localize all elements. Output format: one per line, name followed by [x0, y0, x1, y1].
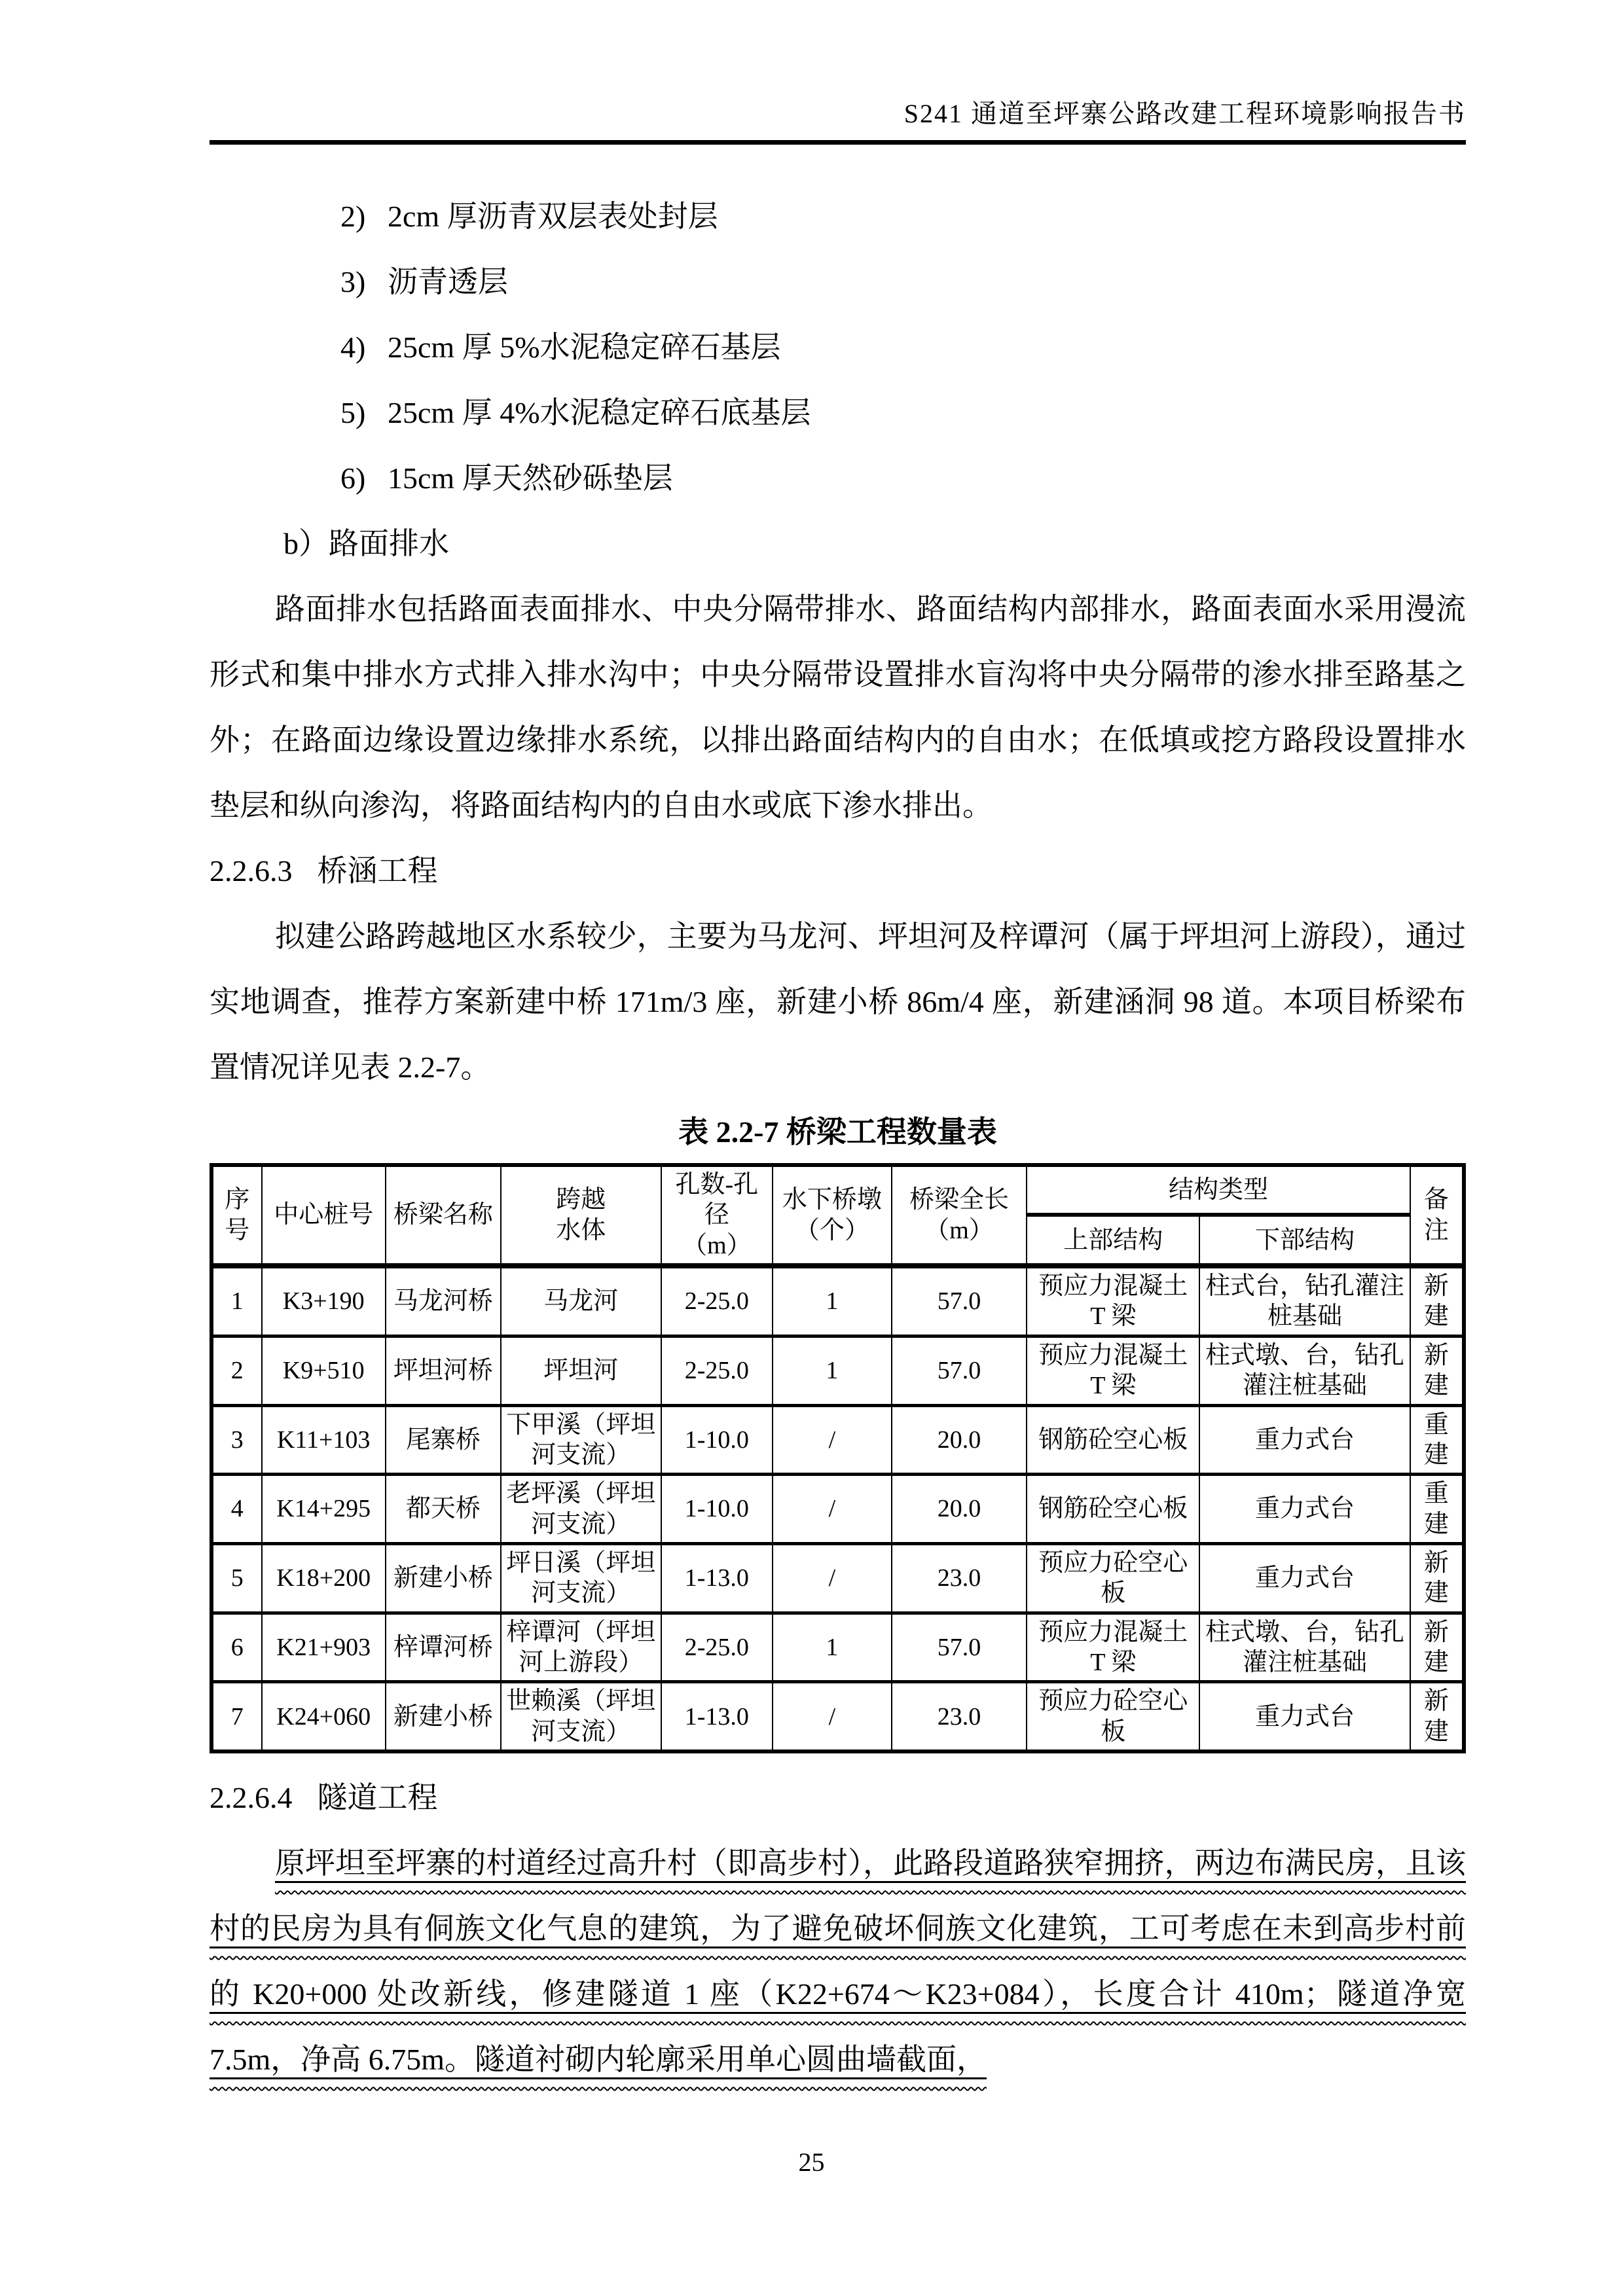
col-header-seq: 序号: [211, 1165, 262, 1266]
cell: 20.0: [892, 1405, 1027, 1475]
cell: 1: [773, 1336, 892, 1405]
col-header-line: （m）: [682, 1231, 752, 1259]
table-row: [211, 1613, 1464, 1682]
table-row: [211, 1266, 1464, 1336]
list-item-text: 2cm 厚沥青双层表处封层: [388, 200, 718, 233]
cell: 5: [211, 1543, 262, 1613]
cell: 马龙河: [501, 1266, 661, 1336]
section-title: 隧道工程: [317, 1781, 438, 1815]
cell: 2-25.0: [661, 1336, 773, 1405]
cell: 柱式墩、台，钻孔灌注桩基础: [1199, 1613, 1410, 1682]
cell: 新建: [1410, 1336, 1464, 1405]
cell: 57.0: [892, 1613, 1027, 1682]
cell: 柱式台，钻孔灌注桩基础: [1199, 1266, 1410, 1336]
cell: K21+903: [262, 1613, 386, 1682]
cell: 2-25.0: [661, 1266, 773, 1336]
table-row: [211, 1336, 1464, 1405]
pavement-layer-list: [210, 184, 1466, 577]
cell: 坪坦河: [501, 1336, 661, 1405]
cell: 新建: [1410, 1543, 1464, 1613]
list-item-text: 15cm 厚天然砂砾垫层: [388, 461, 673, 495]
table-row: [211, 1405, 1464, 1475]
bridge-paragraph: 拟建公路跨越地区水系较少，主要为马龙河、坪坦河及梓谭河（属于坪坦河上游段），通过实地调查，推荐方案新建中桥 171m/3 座，新建小桥 86m/4 座，新建涵洞 98 道。本项目桥梁布置情况详见表 2.2-7。: [210, 920, 1466, 1084]
table-row: [211, 1682, 1464, 1751]
cell: 柱式墩、台，钻孔灌注桩基础: [1199, 1336, 1410, 1405]
cell: 1-13.0: [661, 1682, 773, 1751]
cell: 7: [211, 1682, 262, 1751]
cell: 钢筋砼空心板: [1027, 1405, 1199, 1475]
list-item-text: 25cm 厚 4%水泥稳定碎石底基层: [388, 396, 811, 429]
col-header-spans: [661, 1165, 773, 1266]
col-header-line: （个）: [794, 1216, 869, 1244]
col-header-structure: 结构类型: [1027, 1165, 1410, 1215]
cell: 老坪溪（坪坦河支流）: [501, 1475, 661, 1544]
list-item-text: 沥青透层: [388, 265, 508, 298]
list-item-number: 3): [340, 265, 366, 298]
list-item-text: 路面排水: [329, 527, 449, 560]
cell: 2: [211, 1336, 262, 1405]
cell: 重力式台: [1199, 1475, 1410, 1544]
cell: 新建小桥: [386, 1682, 501, 1751]
cell: 20.0: [892, 1475, 1027, 1544]
page-content: [210, 184, 1466, 2092]
cell: 梓谭河桥: [386, 1613, 501, 1682]
cell: 重力式台: [1199, 1405, 1410, 1475]
cell: 马龙河桥: [386, 1266, 501, 1336]
cell: 尾寨桥: [386, 1405, 501, 1475]
cell: K3+190: [262, 1266, 386, 1336]
cell: 3: [211, 1405, 262, 1475]
list-item: [210, 184, 1466, 249]
list-item-sub: [210, 511, 1466, 577]
cell: 世赖溪（坪坦河支流）: [501, 1682, 661, 1751]
section-heading-tunnel: [210, 1765, 1466, 1831]
cell: 预应力砼空心板: [1027, 1543, 1199, 1613]
cell: K9+510: [262, 1336, 386, 1405]
section-heading-bridges: [210, 838, 1466, 904]
list-item-number: b）: [283, 527, 329, 560]
cell: 新建: [1410, 1613, 1464, 1682]
table-row: [211, 1543, 1464, 1613]
cell: 预应力混凝土 T 梁: [1027, 1336, 1199, 1405]
cell: /: [773, 1405, 892, 1475]
col-header-length: [892, 1165, 1027, 1266]
cell: 2-25.0: [661, 1613, 773, 1682]
cell: 预应力混凝土 T 梁: [1027, 1613, 1199, 1682]
col-header-line: 孔数-孔径: [675, 1171, 759, 1229]
table-title: 表 2.2-7 桥梁工程数量表: [678, 1115, 997, 1149]
list-item: [210, 380, 1466, 446]
cell: 23.0: [892, 1682, 1027, 1751]
drainage-paragraph: 路面排水包括路面表面排水、中央分隔带排水、路面结构内部排水，路面表面水采用漫流形式和集中排水方式排入排水沟中；中央分隔带设置排水盲沟将中央分隔带的渗水排至路基之外；在路面边缘设置边缘排水系统，以排出路面结构内的自由水；在低填或挖方路段设置排水垫层和纵向渗沟，将路面结构内的自由水或底下渗水排出。: [210, 592, 1466, 822]
cell: 6: [211, 1613, 262, 1682]
list-item-number: 2): [340, 200, 366, 233]
cell: 重建: [1410, 1475, 1464, 1544]
cell: /: [773, 1682, 892, 1751]
underline-wavy: 原坪坦至坪寨的村道经过高升村（即高步村），此路段道路狭窄拥挤，两边布满民房，且该村的民房为具有侗族文化气息的建筑，为了避免破坏侗族文化建筑，工可考虑在未到高步村前的 K20+000 处改新线，修建隧道 1 座（K22+674～K23+084），长度合计 410m；隧道净宽 7.5m，净高 6.75m。隧道衬砌内轮廓采用单心圆曲墙截面，: [210, 1846, 1466, 2077]
cell: K14+295: [262, 1475, 386, 1544]
cell: 都天桥: [386, 1475, 501, 1544]
list-item-text: 25cm 厚 5%水泥稳定碎石基层: [388, 331, 781, 364]
col-header-line: 桥梁全长: [909, 1186, 1010, 1214]
cell: /: [773, 1543, 892, 1613]
section-title: 桥涵工程: [317, 854, 438, 888]
cell: 23.0: [892, 1543, 1027, 1613]
cell: 1-10.0: [661, 1475, 773, 1544]
list-item: [210, 249, 1466, 315]
col-header-name: 桥梁名称: [386, 1165, 501, 1266]
bridge-table: [210, 1163, 1466, 1753]
col-header-piers: [773, 1165, 892, 1266]
cell: 4: [211, 1475, 262, 1544]
cell: 重力式台: [1199, 1682, 1410, 1751]
list-item-number: 4): [340, 331, 366, 364]
col-header-line: （m）: [924, 1216, 994, 1244]
page-number: 25: [798, 2147, 825, 2177]
cell: 新建: [1410, 1266, 1464, 1336]
cell: 预应力砼空心板: [1027, 1682, 1199, 1751]
cell: 梓谭河（坪坦河上游段）: [501, 1613, 661, 1682]
cell: 坪坦河桥: [386, 1336, 501, 1405]
cell: 下甲溪（坪坦河支流）: [501, 1405, 661, 1475]
cell: 坪日溪（坪坦河支流）: [501, 1543, 661, 1613]
list-item-number: 5): [340, 396, 366, 429]
header-title: S241 通道至坪寨公路改建工程环境影响报告书: [903, 99, 1466, 128]
cell: 1-10.0: [661, 1405, 773, 1475]
header-rule: [210, 140, 1466, 145]
cell: 1: [211, 1266, 262, 1336]
underline-solid: [210, 1846, 1466, 2076]
col-header-crossing: [501, 1165, 661, 1266]
table-header-row: [211, 1165, 1464, 1215]
cell: K24+060: [262, 1682, 386, 1751]
cell: 1: [773, 1613, 892, 1682]
col-header-line: 水下桥墩: [782, 1186, 882, 1214]
cell: 1: [773, 1266, 892, 1336]
cell: /: [773, 1475, 892, 1544]
section-number: 2.2.6.3: [210, 854, 293, 888]
cell: 57.0: [892, 1266, 1027, 1336]
col-header-lower: 下部结构: [1199, 1215, 1410, 1266]
col-header-station: 中心桩号: [262, 1165, 386, 1266]
cell: 新建: [1410, 1682, 1464, 1751]
cell: 57.0: [892, 1336, 1027, 1405]
cell: 重力式台: [1199, 1543, 1410, 1613]
table-row: [211, 1475, 1464, 1544]
page-header: [210, 0, 1466, 145]
col-header-note: 备注: [1410, 1165, 1464, 1266]
cell: 新建小桥: [386, 1543, 501, 1613]
list-item: [210, 446, 1466, 511]
cell: K18+200: [262, 1543, 386, 1613]
col-header-line: 跨越: [556, 1186, 606, 1214]
tunnel-paragraph: [210, 1831, 1466, 2092]
cell: 预应力混凝土 T 梁: [1027, 1266, 1199, 1336]
cell: 重建: [1410, 1405, 1464, 1475]
list-item-number: 6): [340, 461, 366, 495]
col-header-line: 水体: [556, 1216, 606, 1244]
cell: K11+103: [262, 1405, 386, 1475]
col-header-upper: 上部结构: [1027, 1215, 1199, 1266]
list-item: [210, 315, 1466, 380]
cell: 1-13.0: [661, 1543, 773, 1613]
cell: 钢筋砼空心板: [1027, 1475, 1199, 1544]
section-number: 2.2.6.4: [210, 1781, 293, 1815]
